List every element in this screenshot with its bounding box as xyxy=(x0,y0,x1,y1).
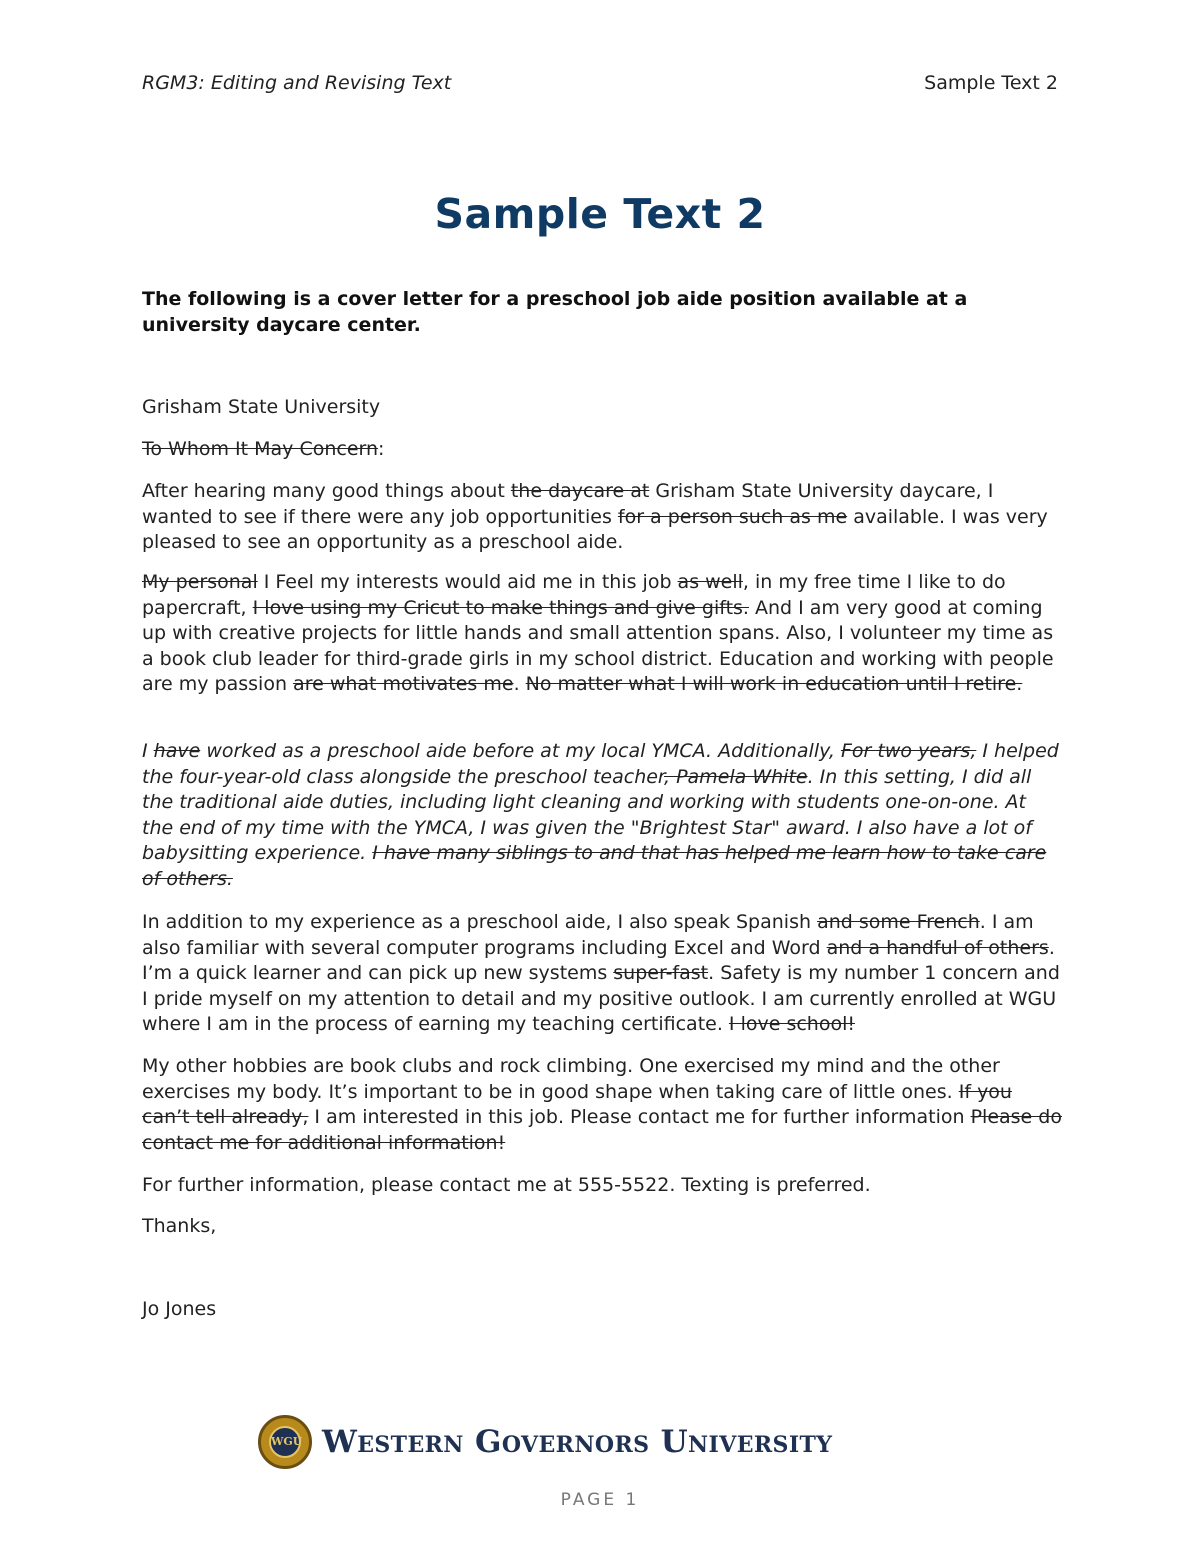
page-number: PAGE 1 xyxy=(560,1490,640,1510)
struck-text: , Pamela White xyxy=(664,765,808,788)
letter-salutation: To Whom It May Concern: xyxy=(142,438,385,460)
letter-paragraph-1: After hearing many good things about the daycare at Grisham State University daycare, I wanted to see if there were any job opportunities for a person such as me available. I was very pleased to see an opportunity as a preschool aide. xyxy=(142,480,1048,554)
struck-text: have xyxy=(153,740,201,762)
intro-text: The following is a cover letter for a preschool job aide position available at a university daycare center. xyxy=(142,288,968,336)
struck-text: and a handful of others xyxy=(826,936,1049,959)
struck-text: I love school! xyxy=(728,1013,855,1036)
struck-text: Please do contact me for additional information! xyxy=(142,1106,1062,1154)
struck-text: the daycare at xyxy=(510,480,650,502)
letter-signature: Jo Jones xyxy=(142,1298,217,1320)
struck-text: For two years, xyxy=(840,740,977,762)
letter-addressee: Grisham State University xyxy=(142,396,381,418)
struck-text: I have many siblings to and that has helped me learn how to take care of others. xyxy=(142,842,1047,890)
letter-closing: Thanks, xyxy=(142,1215,217,1237)
struck-text: If you can’t tell already, xyxy=(142,1080,1012,1129)
struck-text: No matter what I will work in education until I retire. xyxy=(525,673,1023,696)
struck-text: for a person such as me xyxy=(617,505,848,528)
letter-paragraph-5: My other hobbies are book clubs and rock climbing. One exercised my mind and the other exercises my body. It’s important to be in good shape when taking care of little ones. If you can’t tell already, I am interested in this job. Please contact me for further information Please do contact me for additional information! xyxy=(142,1055,1062,1154)
wgu-logo xyxy=(258,1411,908,1473)
letter-paragraph-2: My personal I Feel my interests would aid me in this job as well, in my free time I like to do papercraft, I love using my Cricut to make things and give gifts. And I am very good at coming up with creative projects for little hands and small attention spans. Also, I volunteer my time as a book club leader for third-grade girls in my school district. Education and working with people are my passion are what motivates me. No matter what I will work in education until I retire. xyxy=(142,571,1054,696)
struck-text: To Whom It May Concern xyxy=(142,438,379,460)
struck-text: and some French xyxy=(817,911,980,933)
struck-text: are what motivates me xyxy=(293,673,514,696)
wgu-seal-mark: WGU xyxy=(269,1426,301,1458)
wgu-logo-text: Western Governors University xyxy=(322,1424,833,1460)
letter-paragraph-4: In addition to my experience as a preschool aide, I also speak Spanish and some French. I am also familiar with several computer programs including Excel and Word and a handful of others. I’m a quick learner and can pick up new systems super-fast. Safety is my number 1 concern and I pride myself on my attention to detail and my positive outlook. I am currently enrolled at WGU where I am in the process of earning my teaching certificate. I love school! xyxy=(142,911,1060,1036)
struck-text: I love using my Cricut to make things and give gifts. xyxy=(252,596,749,619)
header-doc-title: RGM3: Editing and Revising Text xyxy=(142,72,452,94)
letter-paragraph-3: I have worked as a preschool aide before at my local YMCA. Additionally, For two years, I helped the four-year-old class alongside the preschool teacher, Pamela White. In this setting, I did all the traditional aide duties, including light cleaning and working with students one-on-one. At the end of my time with the YMCA, I was given the "Brightest Star" award. I also have a lot of babysitting experience. I have many siblings to and that has helped me learn how to take care of others. xyxy=(142,740,1059,890)
wgu-seal-icon xyxy=(258,1415,312,1469)
struck-text: My personal xyxy=(142,571,258,593)
letter-contact-line: For further information, please contact me at 555-5522. Texting is preferred. xyxy=(142,1174,871,1196)
struck-text: as well xyxy=(677,571,743,593)
struck-text: super-fast xyxy=(613,962,709,985)
header-section-label: Sample Text 2 xyxy=(924,72,1058,94)
page-title: Sample Text 2 xyxy=(434,190,766,238)
